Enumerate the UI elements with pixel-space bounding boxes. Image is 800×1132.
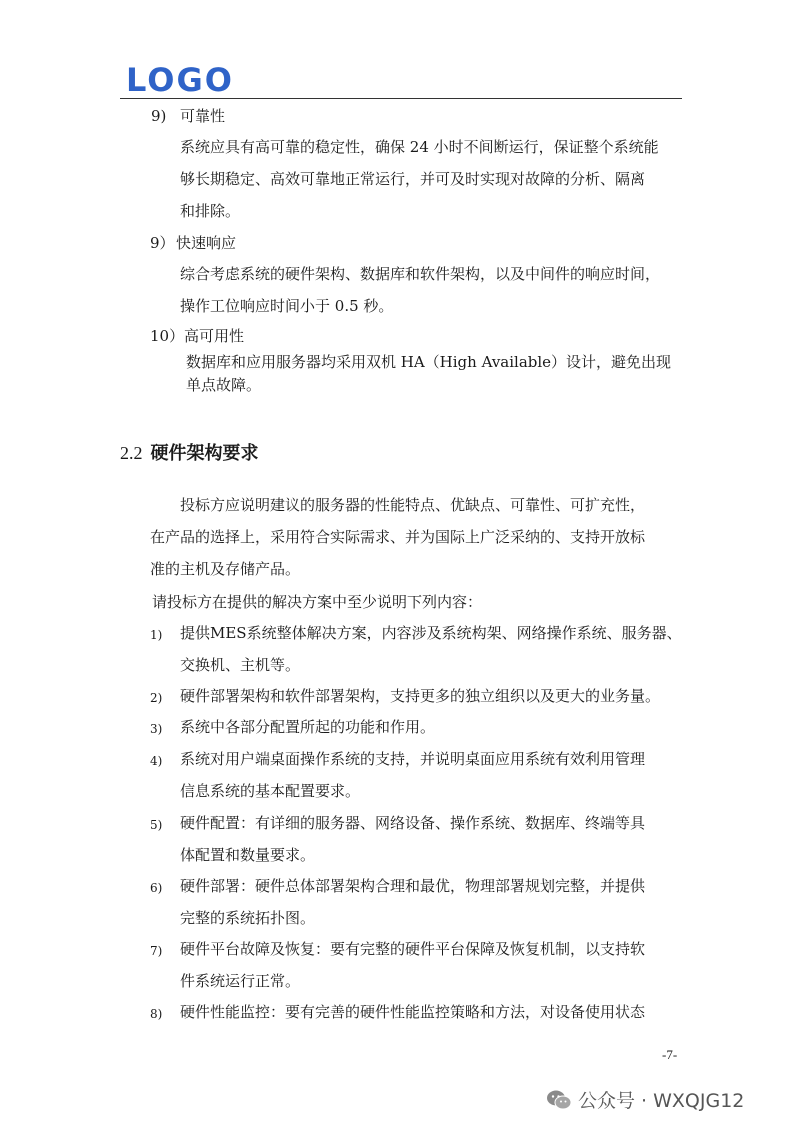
logo: LOGO — [126, 61, 234, 99]
paragraph-line: 在产品的选择上，采用符合实际需求、并为国际上广泛采纳的、支持开放标 — [150, 528, 646, 546]
section-title: 硬件架构要求 — [150, 443, 259, 464]
header-rule — [120, 98, 682, 99]
list-item-line: 硬件性能监控：要有完善的硬件性能监控策略和方法，对设备使用状态 — [180, 1003, 646, 1021]
item-number: 9） — [150, 234, 175, 252]
list-number: 7) — [150, 944, 163, 958]
paragraph-line: 操作工位响应时间小于 0.5 秒。 — [180, 297, 394, 315]
list-item-line: 硬件配置：有详细的服务器、网络设备、操作系统、数据库、终端等具 — [180, 814, 646, 832]
lead-line: 请投标方在提供的解决方案中至少说明下列内容： — [152, 593, 483, 611]
list-number: 4) — [150, 754, 163, 768]
paragraph-line: 够长期稳定、高效可靠地正常运行，并可及时实现对故障的分析、隔离 — [180, 170, 646, 188]
paragraph-line: 单点故障。 — [186, 376, 262, 394]
paragraph-line: 综合考虑系统的硬件架构、数据库和软件架构，以及中间件的响应时间， — [180, 265, 661, 283]
paragraph-line: 和排除。 — [180, 202, 241, 220]
list-item-line: 件系统运行正常。 — [180, 972, 301, 990]
section-heading — [120, 441, 259, 466]
item-number: 10） — [150, 327, 185, 345]
paragraph-line: 系统应具有高可靠的稳定性，确保 24 小时不间断运行，保证整个系统能 — [180, 138, 659, 156]
list-item-line: 信息系统的基本配置要求。 — [180, 782, 361, 800]
list-item-line: 交换机、主机等。 — [180, 656, 301, 674]
list-number: 2) — [150, 691, 163, 705]
list-number: 3) — [150, 722, 163, 736]
watermark-text: 公众号 · WXQJG12 — [578, 1090, 745, 1112]
wechat-icon — [546, 1089, 572, 1111]
list-number: 5) — [150, 818, 163, 832]
list-item-line: 硬件部署：硬件总体部署架构合理和最优，物理部署规划完整，并提供 — [180, 877, 646, 895]
item-title: 快速响应 — [176, 234, 237, 252]
item-title: 可靠性 — [180, 107, 226, 125]
page-number: -7- — [662, 1047, 678, 1062]
list-item-line: 系统对用户端桌面操作系统的支持，并说明桌面应用系统有效利用管理 — [180, 750, 646, 768]
list-item-line: 体配置和数量要求。 — [180, 846, 316, 864]
watermark — [546, 1086, 744, 1113]
item-title: 高可用性 — [184, 327, 245, 345]
paragraph-line: 投标方应说明建议的服务器的性能特点、优缺点、可靠性、可扩充性， — [180, 496, 646, 514]
list-number: 1) — [150, 628, 163, 642]
list-item-line: 提供MES系统整体解决方案，内容涉及系统构架、网络操作系统、服务器、 — [180, 624, 682, 642]
section-number: 2.2 — [120, 443, 143, 463]
list-item-line: 完整的系统拓扑图。 — [180, 909, 316, 927]
paragraph-line: 数据库和应用服务器均采用双机 HA（High Available）设计，避免出现 — [186, 353, 672, 371]
list-number: 6) — [150, 881, 163, 895]
list-item-line: 硬件部署架构和软件部署架构，支持更多的独立组织以及更大的业务量。 — [180, 687, 661, 705]
list-item-line: 系统中各部分配置所起的功能和作用。 — [180, 718, 436, 736]
item-number: 9) — [151, 107, 167, 125]
list-item-line: 硬件平台故障及恢复：要有完整的硬件平台保障及恢复机制，以支持软 — [180, 940, 646, 958]
paragraph-line: 准的主机及存储产品。 — [150, 560, 301, 578]
list-number: 8) — [150, 1007, 163, 1021]
